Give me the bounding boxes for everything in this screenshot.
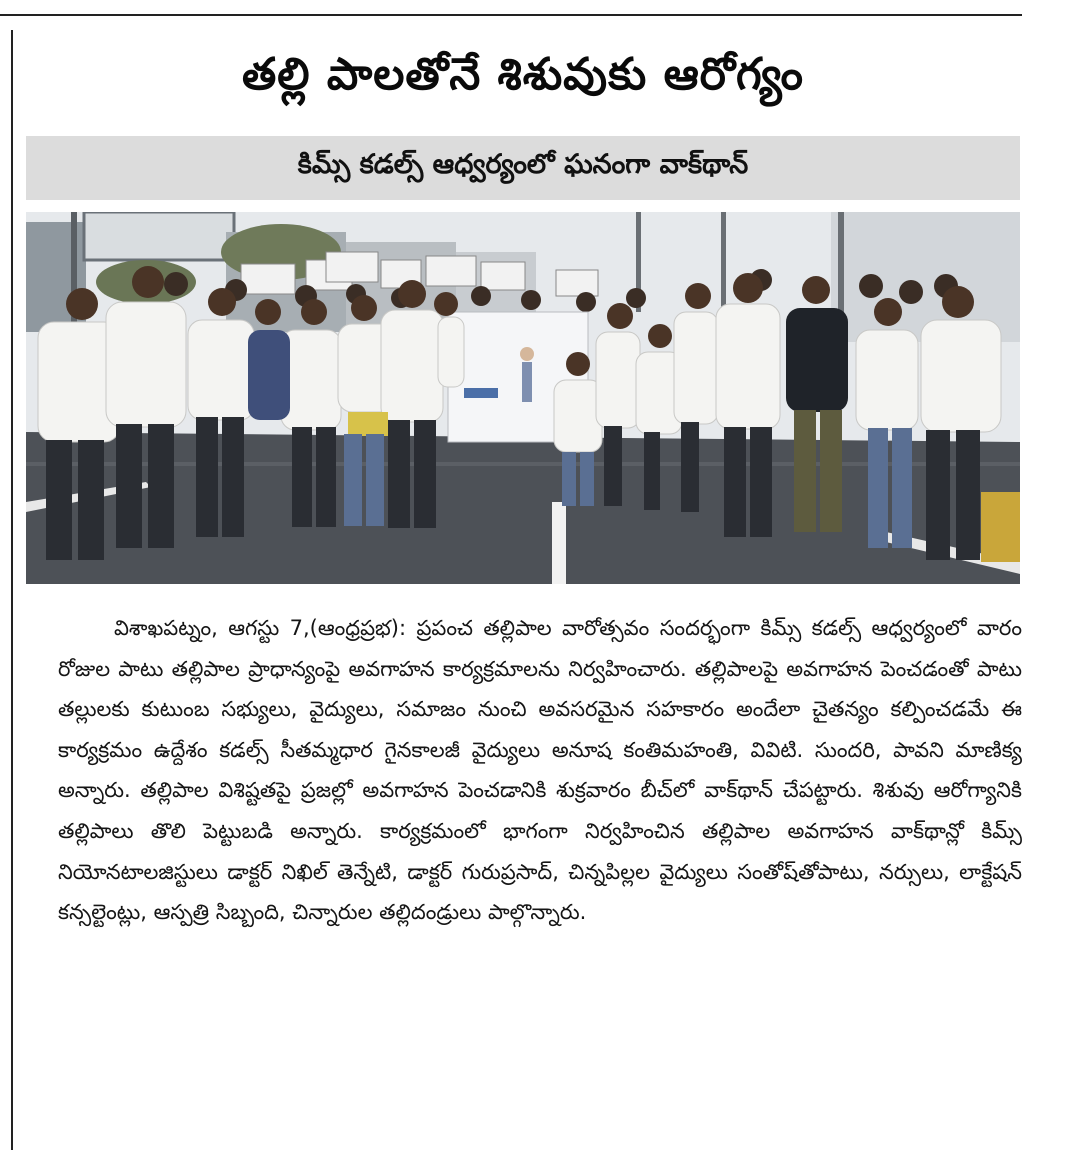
walkathon-group-photo [26, 212, 1020, 584]
headline: తల్లి పాలతోనే శిశువుకు ఆరోగ్యం [242, 49, 804, 100]
article-body: విశాఖపట్నం, ఆగస్టు 7,(ఆంధ్రప్రభ): ప్రపంచ తల్లిపాల వారోత్సవం సందర్భంగా కిమ్స్ కడల్స్ ఆధ్వర్యంలో వారం రోజుల పాటు తల్లిపాల ప్రాధాన్యంపై అవగాహన కార్యక్రమాలను నిర్వహించారు. తల్లిపాలపై అవగాహన పెంచడంతో పాటు తల్లులకు కుటుంబ సభ్యులు, వైద్యులు, సమాజం నుంచి అవసరమైన సహకారం అందేలా చైతన్యం కల్పించడమే ఈ కార్యక్రమం ఉద్దేశం కడల్స్ సీతమ్మధార గైనకాలజీ వైద్యులు అనూష కంతిమహంతి, వివిటి. సుందరి, పావని మాణిక్య అన్నారు. తల్లిపాల విశిష్టతపై ప్రజల్లో అవగాహన పెంచడానికి శుక్రవారం బీచ్‌లో వాక్‌థాన్ చేపట్టారు. శిశువు ఆరోగ్యానికి తల్లిపాలు తొలి పెట్టుబడి అన్నారు. కార్యక్రమంలో భాగంగా నిర్వహించిన తల్లిపాల అవగాహన వాక్‌థాన్లో కిమ్స్ నియోనటాలజిస్టులు డాక్టర్ నిఖిల్ తెన్నేటి, డాక్టర్ గురుప్రసాద్, చిన్నపిల్లల వైద్యులు సంతోష్‌తోపాటు, నర్సులు, లాక్టేషన్ కన్సల్టెంట్లు, ఆస్పత్రి సిబ్బంది, చిన్నారుల తల్లిదండ్రులు పాల్గొన్నారు. [58, 616, 1022, 925]
column-rule [11, 30, 13, 1150]
newspaper-clipping [24, 24, 1022, 1154]
subheadline-band [26, 136, 1020, 200]
article-photo [26, 212, 1020, 584]
top-rule [0, 14, 1022, 16]
subheadline: కిమ్స్ కడల్స్ ఆధ్వర్యంలో ఘనంగా వాక్‌థాన్ [297, 149, 749, 180]
